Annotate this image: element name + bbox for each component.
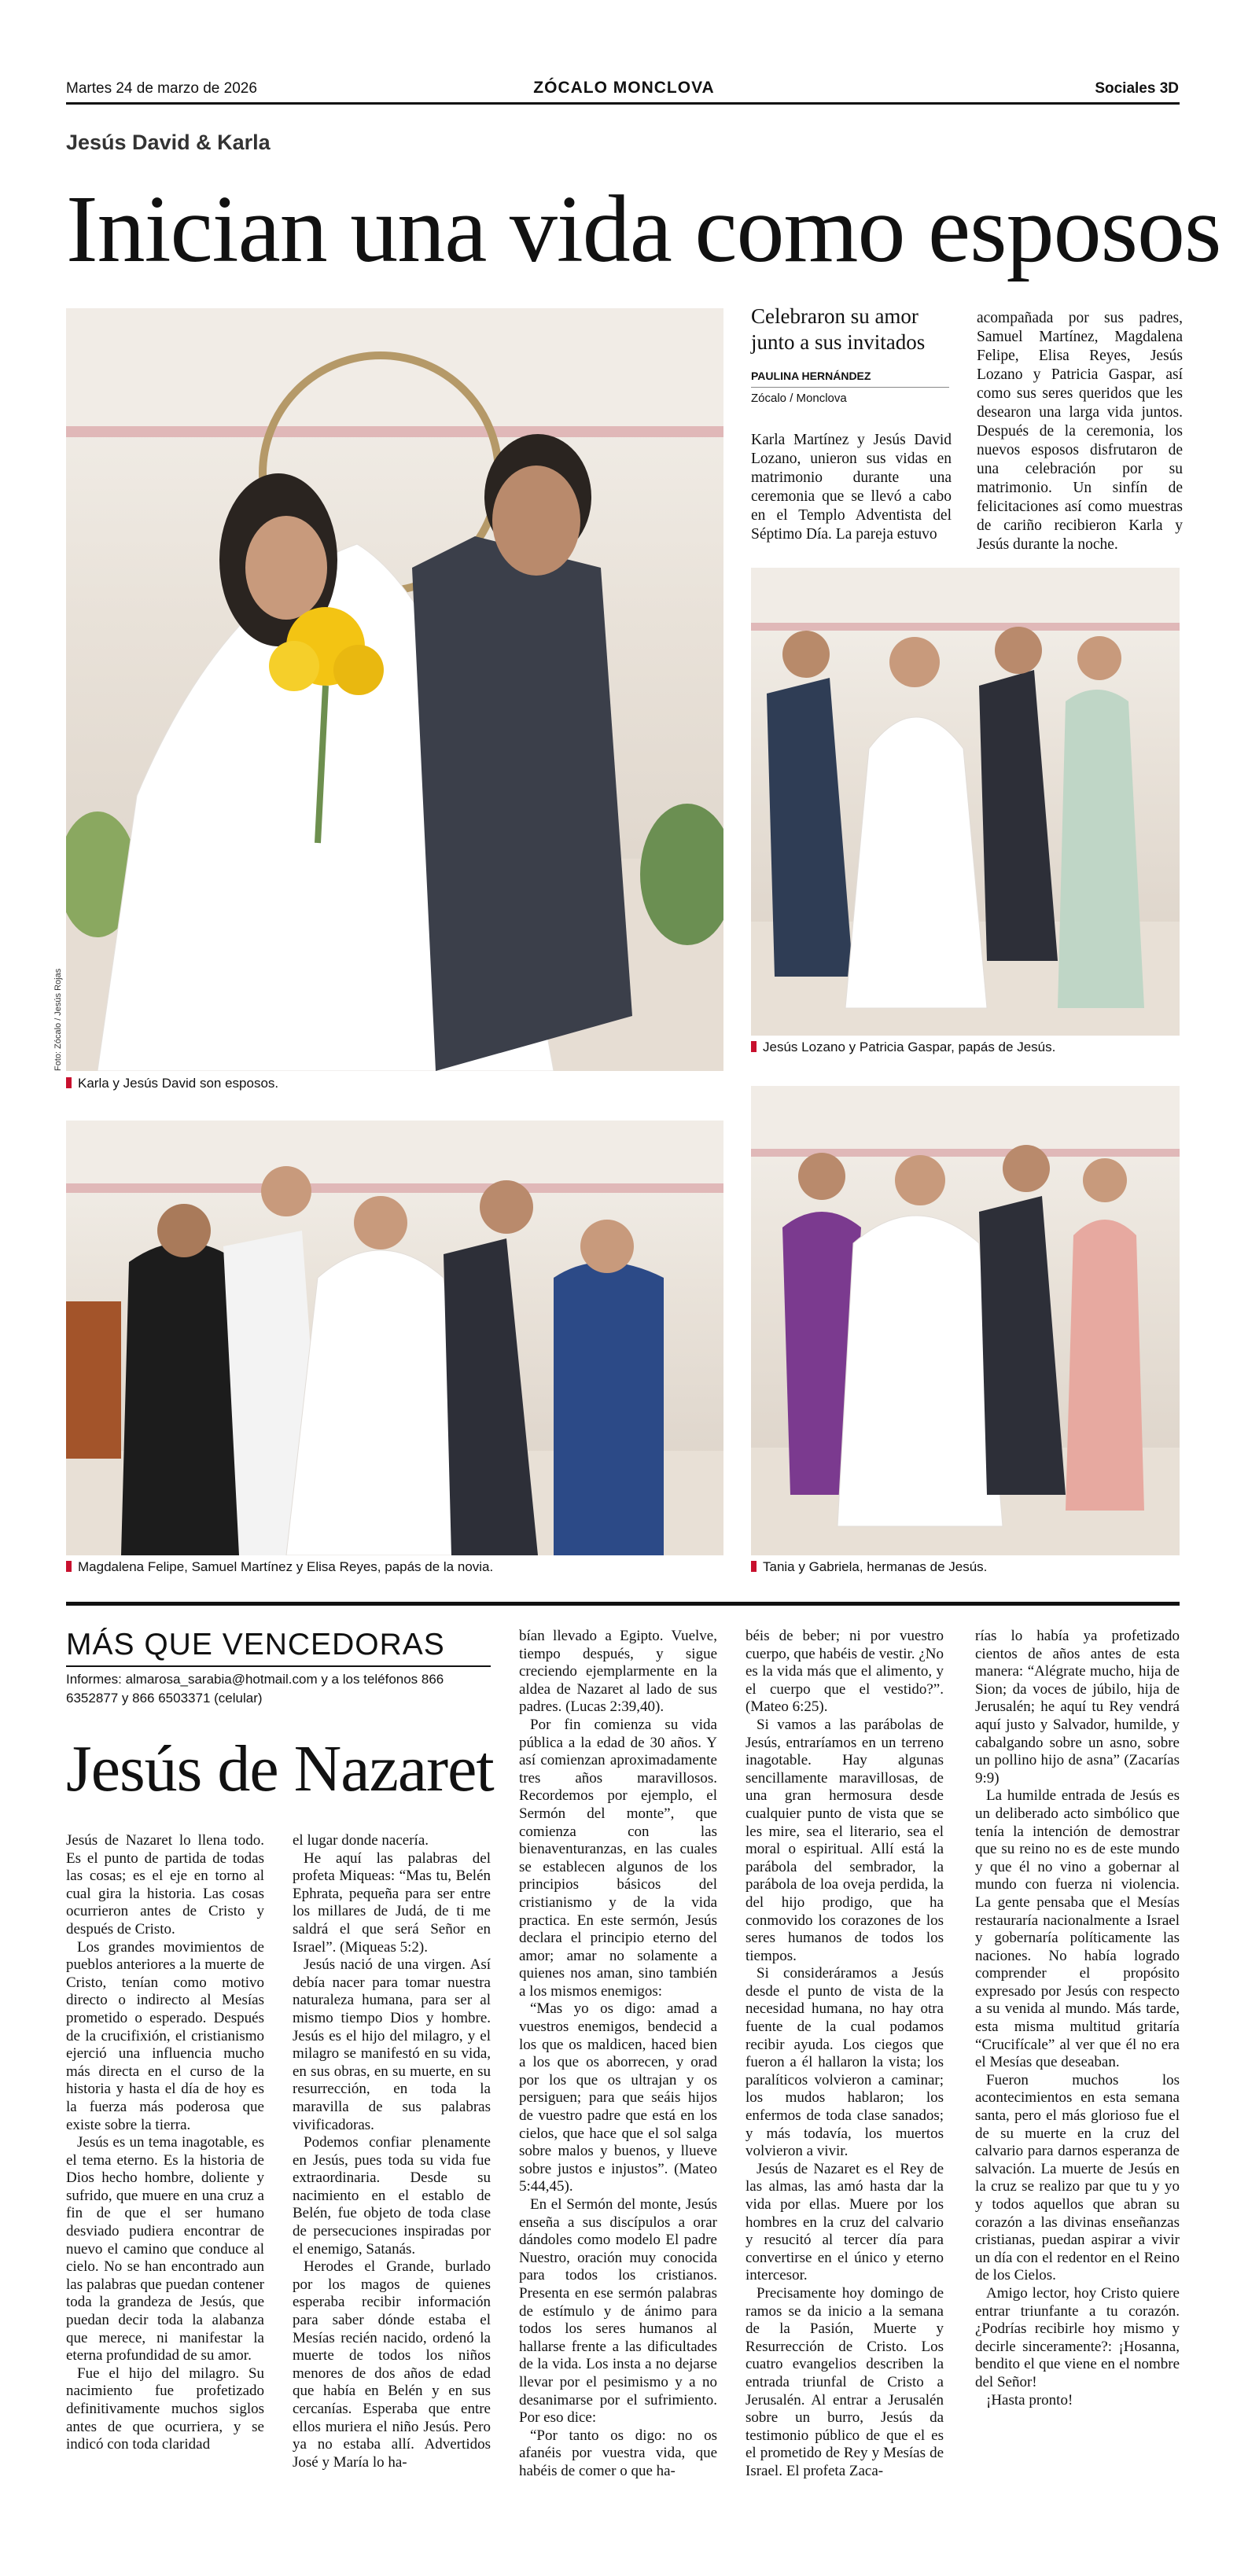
section-page: Sociales 3D — [1095, 80, 1179, 97]
article-place: Zócalo / Monclova — [751, 392, 847, 405]
paragraph: ¡Hasta pronto! — [986, 2391, 1073, 2409]
article-subhead: Celebraron su amor junto a sus invitados — [751, 304, 926, 354]
column-text-5 — [975, 1628, 1180, 2409]
caption-bride-parents — [66, 1559, 493, 1575]
paragraph: Precisamente hoy domingo de ramos se da inicio a la semana de la Pasión, Muerte y Resurrección de Cristo. Los cuatro evangelios describen la entrada triunfal de Cristo a Jerusalén. Al entrar a Jerusalén sobre un burro, Jesús da testimonio público de que el es el prometido de Rey y Mesías de Israel. El profeta Zaca- — [745, 2284, 944, 2479]
caption-marker — [751, 1041, 757, 1052]
paragraph: En el Sermón del monte, Jesús enseña a sus discípulos a orar dándoles como modelo El padre Nuestro, oración muy conocida para todos los cristianos. Presenta en ese sermón palabras de estímulo y de ánimo para todos los seres humanos al hallarse frente a las dificultades de la vida. Los insta a no dejarse llevar por el pesimismo y a no desanimarse por el sufrimiento. Por eso dice: — [519, 2196, 717, 2427]
paragraph: He aquí las palabras del profeta Miqueas: “Mas tu, Belén Ephrata, pequeña para ser entre los millares de Judá, de ti me saldrá el que será Señor en Israel”. (Miqueas 5:2). — [293, 1849, 491, 1956]
caption-groom-parents — [751, 1040, 1055, 1055]
paragraph: Si vamos a las parábolas de Jesús, entraríamos en un terreno inagotable. Hay algunas sencillamente maravillosas, de una gran hermosura desde cualquier punto de vista que se les mire, sea el literario, sea el moral o espiritual. Allí está la parábola del sembrador, la parábola de loa oveja perdida, la del hijo prodigo, que ha conmovido los corazones de los seres humanos de todos los tiempos. — [745, 1716, 944, 1964]
column-text-4 — [745, 1628, 944, 2481]
column-text-3 — [519, 1628, 717, 2481]
paragraph: béis de beber; ni por vuestro cuerpo, que habéis de vestir. ¿No es la vida más que el alimento, y el cuerpo que el vestido?”. (Mateo 6:25). — [745, 1628, 944, 1716]
article-text-col1: Karla Martínez y Jesús David Lozano, unieron sus vidas en matrimonio durante una ceremonia que se llevó a cabo en el Templo Adventista del Séptimo Día. La pareja estuvo — [751, 432, 952, 543]
caption-marker — [66, 1561, 72, 1572]
paragraph: Podemos confiar plenamente en Jesús, pues toda su vida fue extraordinaria. Desde su nacimiento en el establo de Belén, fue objeto de toda clase de persecuciones inspiradas por el enemigo, Satanás. — [293, 2134, 491, 2258]
article-author: PAULINA HERNÁNDEZ — [751, 370, 871, 382]
photo-bride-parents — [66, 1121, 723, 1555]
section-divider — [66, 1602, 1180, 1606]
paragraph: Los grandes movimientos de pueblos anteriores a la muerte de Cristo, tenían como motivo directo o indirecto al Mesías prometido o esperado. Después de la crucifixión, el cristianismo ejerció una influencia mucho más directa en el curso de la historia y hasta el día de hoy es la fuerza más poderosa que existe sobre la tierra. — [66, 1938, 264, 2133]
article-headline: Inician una vida como esposos — [66, 176, 1221, 282]
paragraph: Jesús es un tema inagotable, es el tema eterno. Es la historia de Dios hecho hombre, doliente y sufrido, que muere en una cruz a fin de que el ser humano desviado pudiera encontrar de nuevo el camino que conduce al cielo. No se han encontrado aun las palabras que puedan contener toda la grandeza de Jesús, que puedan decir toda la alabanza que merece, ni manifestar la eterna profundidad de su amor. — [66, 2134, 264, 2364]
header-rule — [66, 102, 1180, 105]
publication-name: ZÓCALO MONCLOVA — [533, 79, 715, 97]
caption-groom-sisters-text: Tania y Gabriela, hermanas de Jesús. — [763, 1559, 988, 1574]
paragraph: Jesús de Nazaret es el Rey de las almas, las amó hasta dar la vida por ellas. Muere por los hombres en la cruz del calvario y resucitó al tercer día para convertirse en el único y eterno intercesor. — [745, 2160, 944, 2284]
paragraph: Si consideráramos a Jesús desde el punto de vista de la necesidad humana, no hay otra fuente de la cual podamos recibir ayuda. Los ciegos que fueron a él hallaron la vista; los paralíticos volvieron a caminar; los mudos hablaron; los enfermos de toda clase sanados; y más todavía, los muertos volvieron a vivir. — [745, 1965, 944, 2160]
paragraph: rías lo había ya profetizado cientos de años antes de esta manera: “Alégrate mucho, hija de Sion; da voces de júbilo, hija de Jerusalén; he aquí tu Rey vendrá aquí justo y Salvador, humilde, y cabalgando sobre un asno, sobre un pollino hijo de asna” (Zacarías 9:9) — [975, 1628, 1180, 1787]
article-kicker: Jesús David & Karla — [66, 131, 271, 154]
caption-marker — [66, 1077, 72, 1088]
paragraph: bían llevado a Egipto. Vuelve, tiempo después, y sigue creciendo ejemplarmente en la aldea de Nazaret al lado de sus padres. (Lucas 2:39,40). — [519, 1628, 717, 1716]
caption-groom-parents-text: Jesús Lozano y Patricia Gaspar, papás de Jesús. — [763, 1040, 1056, 1054]
column-text-1 — [66, 1832, 264, 2454]
caption-main-text: Karla y Jesús David son esposos. — [78, 1076, 279, 1091]
byline-rule — [751, 387, 949, 388]
issue-date: Martes 24 de marzo de 2026 — [66, 80, 257, 97]
column-title-rule — [66, 1665, 491, 1667]
caption-groom-sisters — [751, 1559, 987, 1575]
paragraph: Amigo lector, hoy Cristo quiere entrar triunfante a tu corazón. ¿Podrías recibirle hoy mismo y decirle sinceramente?: ¡Hosanna, bendito el que viene en el nombre del Señor! — [975, 2284, 1180, 2390]
column-title: MÁS QUE VENCEDORAS — [66, 1628, 445, 1662]
paragraph: el lugar donde nacería. — [293, 1832, 429, 1849]
column-headline: Jesús de Nazaret — [66, 1732, 494, 1805]
column-text-2 — [293, 1832, 491, 2471]
paragraph: Herodes el Grande, burlado por los magos de quienes esperaba recibir información para saber dónde estaba el Mesías recién nacido, ordenó la muerte de todos los niños menores de dos años de edad que había en Belén y en sus cercanías. Esperaba que entre ellos muriera el niño Jesús. Pero ya no estaba allí. Advertidos José y María lo ha- — [293, 2258, 491, 2471]
paragraph: Fue el hijo del milagro. Su nacimiento fue profetizado definitivamente muchos siglos antes de que ocurriera, y se indicó con toda claridad — [66, 2364, 264, 2453]
paragraph: “Por tanto os digo: no os afanéis por vuestra vida, que habéis de comer o que ha- — [519, 2427, 717, 2479]
photo-credit: Foto: Zócalo / Jesús Rojas — [53, 968, 63, 1071]
paragraph: “Mas yo os digo: amad a vuestros enemigos, bendecid a los que os maldicen, haced bien a los que os aborrecen, y orad por los que os ultrajan y os persiguen; para que seáis hijos de vuestro padre que está en los cielos, que hace que el sol salga sobre malos y buenos, y llueve sobre justos e injustos”. (Mateo 5:44,45). — [519, 2000, 717, 2195]
caption-main — [66, 1076, 278, 1091]
paragraph: Jesús nació de una virgen. Así debía nacer para tomar nuestra naturaleza humana, para ser al mismo tiempo Dios y hombre. Jesús es el hijo del milagro, y el milagro se manifestó en su vida, en sus obras, en su muerte, en su resurrección, en toda la maravilla de sus palabras vivificadoras. — [293, 1956, 491, 2133]
paragraph: Fueron muchos los acontecimientos en esta semana santa, pero el más glorioso fue el de su muerte en la cruz del calvario para darnos esperanza de salvación. La muerte de Jesús en la cruz se realizo par que tu y yo y todos aquellos que abran su corazón a las divinas enseñanzas cristianas, puedan aspirar a vivir un día con el redentor en el Reino de los Cielos. — [975, 2071, 1180, 2284]
photo-groom-parents — [751, 568, 1180, 1036]
paragraph: Jesús de Nazaret lo llena todo. Es el punto de partida de todas las cosas; es el eje en torno al cual gira la historia. Las cosas ocurrieron antes de Cristo y después de Cristo. — [66, 1832, 264, 1938]
paragraph: Por fin comienza su vida pública a la edad de 30 años. Y así comienzan aproximadamente tres años maravillosos. Recordemos por ejemplo, el Sermón del monte”, que comienza con las bienaventuranzas, en las cuales se establecen algunos de los principios básicos del cristianismo y de la vida practica. En este sermón, Jesús declara el principio eterno del amor; amar no solamente a quienes nos aman, sino también a los mismos enemigos: — [519, 1716, 717, 2000]
paragraph: La humilde entrada de Jesús es un deliberado acto simbólico que tenía la intención de demostrar que su reino no es de este mundo y que él no vino a gobernar al mundo con fuerza ni violencia. La gente pensaba que el Mesías restauraría nacionalmente a Israel y gobernaría políticamente las naciones. No había logrado comprender el propósito expresado por Jesús con respecto a su venida al mundo. Más tarde, esta misma multitud gritaría “Crucifícale” al ver que él no era el Mesías que deseaban. — [975, 1787, 1180, 2071]
column-info: Informes: almarosa_sarabia@hotmail.com y a los teléfonos 866 6352877 y 866 6503371 (celular) — [66, 1672, 444, 1706]
article-text-col2: acompañada por sus padres, Samuel Martínez, Magdalena Felipe, Elisa Reyes, Jesús Lozano y Patricia Gaspar, así como sus seres queridos que les desearon una larga vida juntos. Después de la ceremonia, los nuevos esposos disfrutaron de una celebración por su matrimonio. Un sinfín de felicitaciones así como muestras de cariño recibieron Karla y Jesús durante la noche. — [977, 310, 1183, 553]
caption-bride-parents-text: Magdalena Felipe, Samuel Martínez y Elisa Reyes, papás de la novia. — [78, 1559, 494, 1574]
photo-groom-sisters — [751, 1086, 1180, 1555]
photo-couple — [66, 308, 723, 1071]
caption-marker — [751, 1561, 757, 1572]
